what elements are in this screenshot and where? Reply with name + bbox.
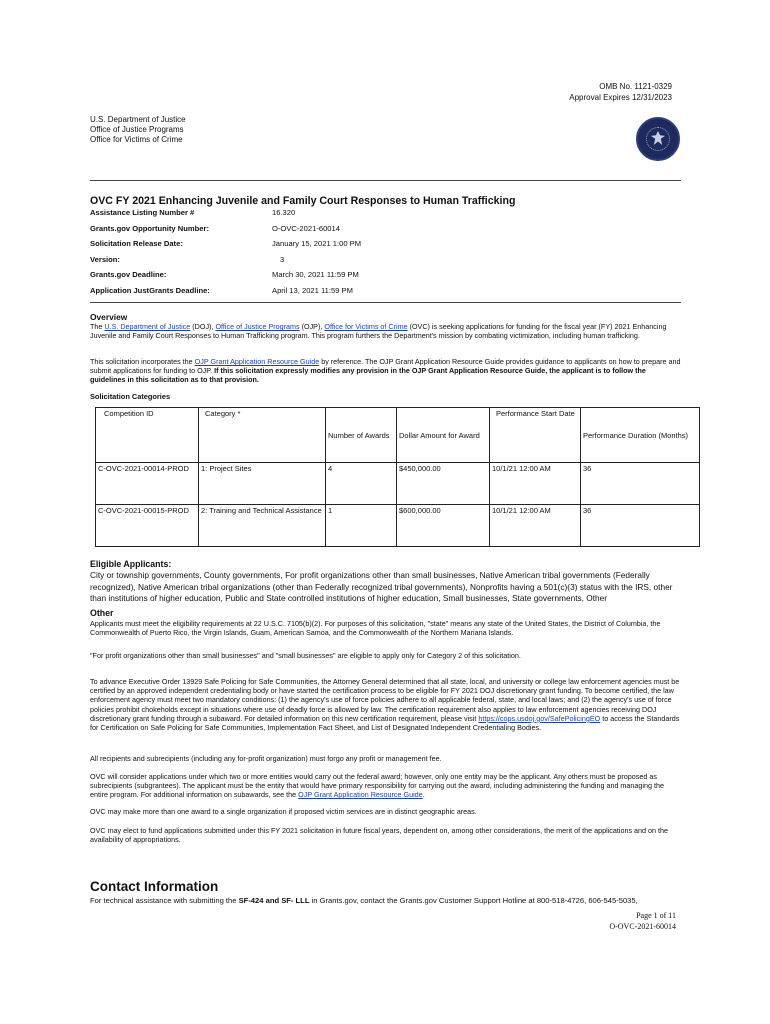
table-header-row — [96, 408, 700, 463]
page-title: OVC FY 2021 Enhancing Juvenile and Family Court Responses to Human Trafficking — [90, 195, 516, 207]
page-footer — [609, 910, 676, 932]
text-run: The — [90, 322, 105, 331]
agency-block — [90, 115, 186, 145]
categories-table — [95, 407, 700, 547]
detail-value: April 13, 2021 11:59 PM — [272, 286, 353, 295]
column-header: Performance Duration (Months) — [581, 408, 700, 463]
subaward-paragraph — [90, 772, 682, 800]
resource-guide-link[interactable]: OJP Grant Application Resource Guide — [298, 790, 423, 800]
table-cell: 1: Project Sites — [199, 463, 326, 505]
page-number: Page 1 of 11 — [636, 911, 676, 920]
table-cell: C-OVC-2021-00014-PROD — [96, 463, 199, 505]
text-run: in Grants.gov, contact the Grants.gov Customer Support Hotline at 800-518-4726, 606-545-5035, — [309, 896, 638, 905]
certification-paragraph — [90, 677, 682, 732]
doj-seal-icon — [636, 117, 680, 161]
table-cell: C-OVC-2021-00015-PROD — [96, 505, 199, 547]
other-paragraph: OVC may elect to fund applications submitted under this FY 2021 solicitation in future fiscal years, dependent on, among other considerations, the merit of the applications and on the availability of appropriations. — [90, 826, 669, 845]
table-row — [96, 505, 700, 547]
detail-label: Grants.gov Opportunity Number: — [90, 224, 209, 233]
text-run: (DOJ), — [190, 322, 216, 331]
other-paragraph: "For profit organizations other than small businesses" and "small businesses" are eligible to apply only for Category 2 of this solicitation. — [90, 651, 521, 660]
table-cell: 1 — [326, 505, 397, 547]
detail-value: 3 — [280, 255, 285, 264]
table-cell: 36 — [581, 505, 700, 547]
ovc-link[interactable]: Office for Victims of Crime — [324, 322, 408, 331]
column-header: Competition ID — [96, 408, 199, 463]
text-run: . — [422, 790, 425, 800]
eligible-text: City or township governments, County governments, For profit organizations other than small businesses, Native American tribal governments (Federally recognized), Native American tribal organizations (other than Federally recognized tribal governments), Nonprofits having a 501(c)(3) status with the IRS, other than institutions of higher education, Public and State controlled institutions of higher education, Small businesses, State governments, Other — [90, 570, 673, 603]
approval-expires: Approval Expires 12/31/2023 — [569, 93, 672, 102]
column-header: Dollar Amount for Award — [397, 408, 490, 463]
detail-label: Assistance Listing Number # — [90, 208, 195, 217]
detail-label: Application JustGrants Deadline: — [90, 286, 210, 295]
doj-link[interactable]: U.S. Department of Justice — [104, 322, 191, 331]
divider — [90, 180, 681, 181]
omb-number: OMB No. 1121-0329 — [599, 82, 672, 91]
overview-heading: Overview — [90, 312, 128, 322]
text-run: (OVC) is seeking applications for funding for the fiscal year (FY) 2021 Enhancing Juvenile and Family Court Responses to Human Trafficking program. This program furthers the Department's mission by combating victimization, including human trafficking. — [90, 322, 667, 341]
contact-text — [90, 896, 690, 905]
detail-label: Version: — [90, 255, 120, 264]
text-run: to access the Standards for Certification on Safe Policing for Safe Communities, Implementation Fact Sheet, and List of Designated Independent Credentialing Bodies. — [90, 713, 680, 733]
divider — [90, 302, 681, 303]
opportunity-id: O-OVC-2021-60014 — [609, 922, 676, 931]
detail-label: Grants.gov Deadline: — [90, 270, 167, 279]
text-run: To advance Executive Order 13929 Safe Policing for Safe Communities, the Attorney General determined that all state, local, and university or college law enforcement agencies must be certified by an approved independent credentialing body or have started the certification process to be eligible for FY 2021 DOJ discretionary grant funding. To become certified, the law enforcement agency must meet two mandatory conditions: (1) the agency's use of force policies adhere to all applicable federal, state, and local laws; and (2) the agency's use of force policies prohibit chokeholds except in situations where use of deadly force is allowed by law. The certification requirement also applies to law enforcement agencies receiving DOJ discretionary grant funding through a subaward. For detailed information on this new certification requirement, please visit — [90, 677, 680, 723]
text-run-bold: If this solicitation expressly modifies any provision in the OJP Grant Application Resource Guide, the applicant is to follow the guidelines in this solicitation as to that provision. — [90, 366, 646, 385]
safe-policing-link[interactable]: https://cops.usdoj.gov/SafePolicingEO — [478, 713, 601, 723]
eligible-heading: Eligible Applicants: — [90, 559, 172, 569]
other-paragraph: OVC may make more than one award to a single organization if proposed victim services are in distinct geographic areas. — [90, 807, 477, 816]
contact-heading: Contact Information — [90, 879, 219, 894]
overview-paragraph — [90, 322, 682, 340]
column-header: Number of Awards — [326, 408, 397, 463]
other-paragraph: Applicants must meet the eligibility requirements at 22 U.S.C. 7105(b)(2). For purposes of this solicitation, "state" means any state of the United States, the District of Columbia, the Commonwealth of Puerto Rico, the Virgin Islands, Guam, American Samoa, and the Commonwealth of the Northern Mariana Islands. — [90, 619, 661, 638]
detail-value: January 15, 2021 1:00 PM — [272, 239, 362, 248]
table-row — [96, 463, 700, 505]
text-run: For technical assistance with submitting the — [90, 896, 239, 905]
detail-label: Solicitation Release Date: — [90, 239, 183, 248]
agency-line: Office of Justice Programs — [90, 125, 184, 134]
agency-line: U.S. Department of Justice — [90, 115, 186, 124]
guide-paragraph — [90, 357, 682, 385]
table-cell: 10/1/21 12:00 AM — [490, 463, 581, 505]
table-cell: $450,000.00 — [397, 463, 490, 505]
text-run: This solicitation incorporates the — [90, 357, 195, 366]
other-heading: Other — [90, 608, 114, 618]
other-paragraph: All recipients and subrecipients (including any for-profit organization) must forgo any profit or management fee. — [90, 754, 442, 763]
resource-guide-link[interactable]: OJP Grant Application Resource Guide — [194, 357, 320, 366]
text-run: by reference. The OJP Grant Application Resource Guide provides guidance to applicants on how to prepare and submit applications for funding to OJP. — [90, 357, 681, 376]
column-header: Performance Start Date — [490, 408, 581, 463]
ojp-link[interactable]: Office of Justice Programs — [215, 322, 300, 331]
detail-value: O-OVC-2021-60014 — [272, 224, 340, 233]
table-cell: 36 — [581, 463, 700, 505]
table-cell: 2: Training and Technical Assistance — [199, 505, 326, 547]
table-cell: 4 — [326, 463, 397, 505]
agency-line: Office for Victims of Crime — [90, 135, 183, 144]
categories-heading: Solicitation Categories — [90, 392, 171, 401]
detail-value: March 30, 2021 11:59 PM — [272, 270, 359, 279]
table-cell: $600,000.00 — [397, 505, 490, 547]
text-run-bold: SF-424 and SF- LLL — [238, 896, 310, 905]
text-run: (OJP), — [299, 322, 325, 331]
detail-value: 16.320 — [272, 208, 296, 217]
column-header: Category * — [199, 408, 326, 463]
text-run: OVC will consider applications under which two or more entities would carry out the federal award; however, only one entity may be the applicant. Any others must be proposed as subrecipients (subgrantees). The applicant must be the entity that would have primary responsibility for carrying out the award, including administering the funding and managing the entire program. For additional information on subawards, see the — [90, 772, 664, 800]
table-cell: 10/1/21 12:00 AM — [490, 505, 581, 547]
